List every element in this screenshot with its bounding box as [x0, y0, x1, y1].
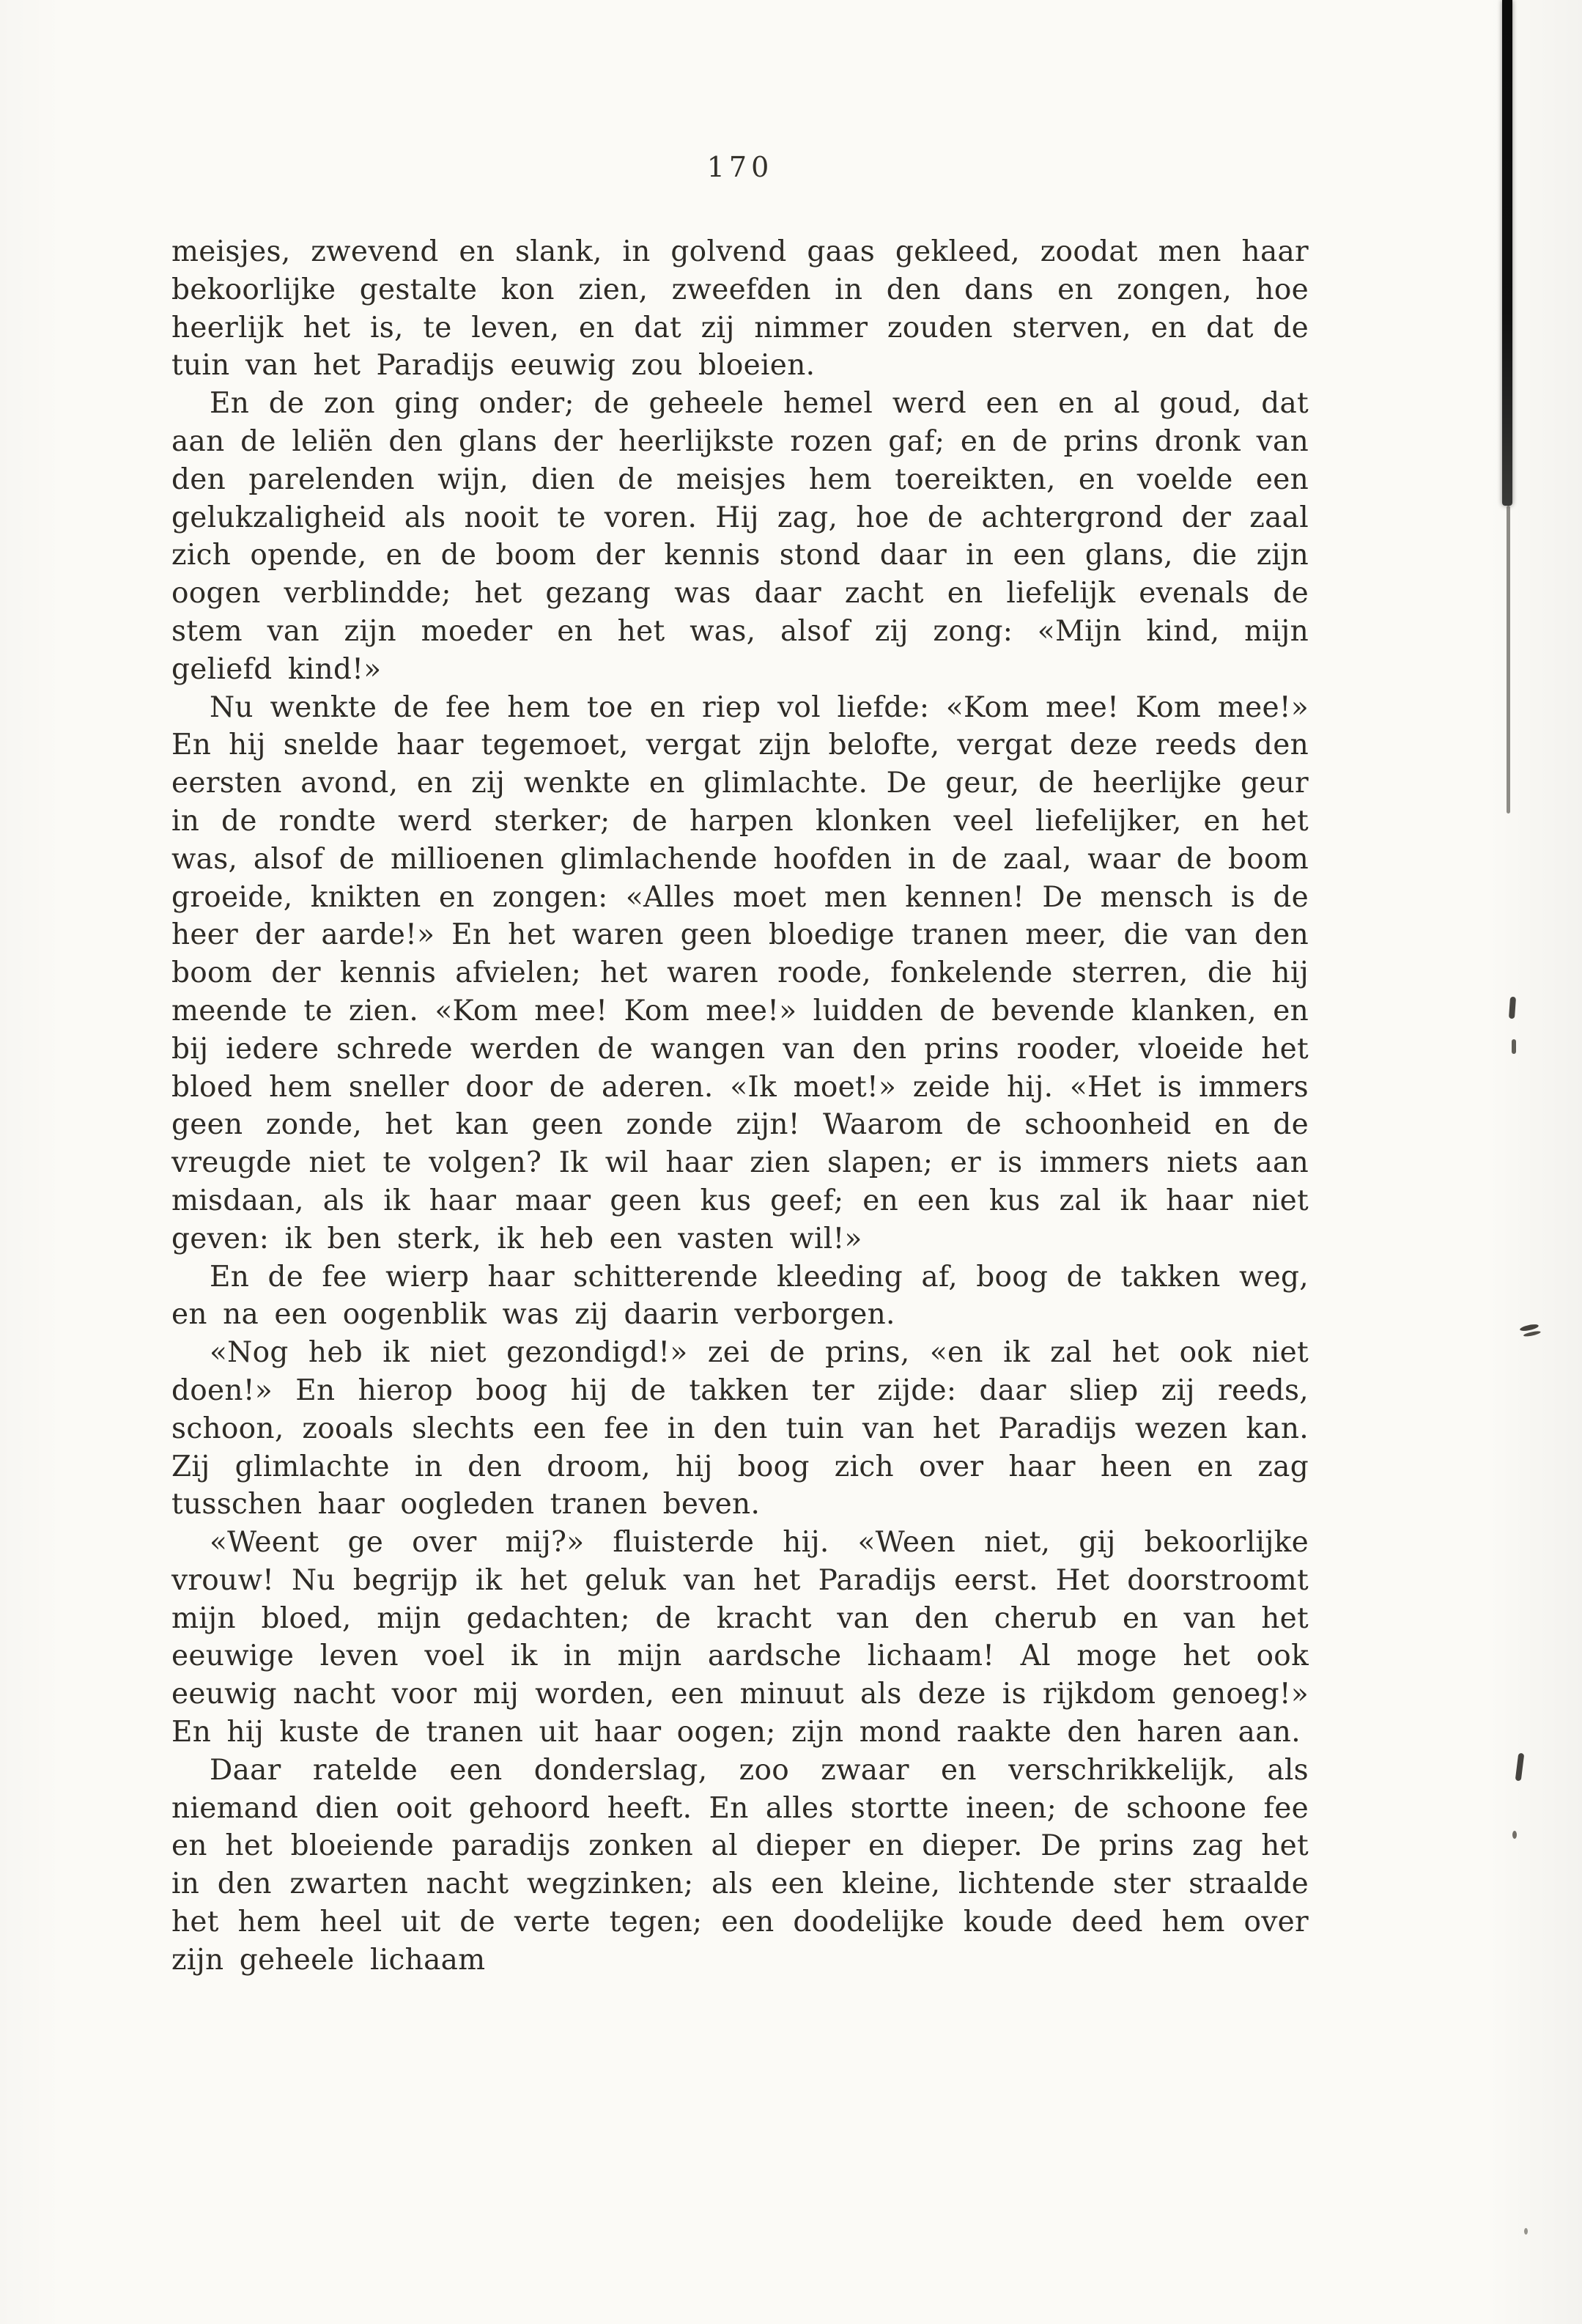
paragraph: meisjes, zwevend en slank, in golvend gaas gekleed, zoodat men haar bekoorlijke gestalte kon zien, zweefden in den dans en zongen, hoe heerlijk het is, te leven, en dat zij nimmer zouden sterven, en dat de tuin van het Paradijs eeuwig zou bloeien.: [171, 235, 1309, 383]
paragraph: «Nog heb ik niet gezondigd!» zei de prins, «en ik zal het ook niet doen!» En hierop boog hij de takken ter zijde: daar sliep zij reeds, schoon, zooals slechts een fee in den tuin van het Paradijs wezen kan. Zij glimlachte in den droom, hij boog zich over haar heen en zag tusschen haar oogleden tranen beven.: [171, 1336, 1309, 1521]
scan-speck: [1509, 997, 1516, 1019]
scan-speck: [1524, 2228, 1528, 2235]
scan-speck: [1512, 1039, 1516, 1054]
paragraph: Daar ratelde een donderslag, zoo zwaar en verschrikkelijk, als niemand dien ooit gehoord heeft. En alles stortte ineen; de schoone fee en het bloeiende paradijs zonken al dieper en dieper. De prins zag het in den zwarten nacht wegzinken; als een kleine, lichtende ster straalde het hem heel uit de verte tegen; een doodelijke koude deed hem over zijn geheele lichaam: [171, 1753, 1309, 1977]
paragraph: Nu wenkte de fee hem toe en riep vol liefde: «Kom mee! Kom mee!» En hij snelde haar tegemoet, vergat zijn belofte, vergat deze reeds den eersten avond, en zij wenkte en glimlachte. De geur, de heerlijke geur in de rondte werd sterker; de harpen klonken veel liefelijker, en het was, alsof de millioenen glimlachende hoofden in de zaal, waar de boom groeide, knikten en zongen: «Alles moet men kennen! De mensch is de heer der aarde!» En het waren geen bloedige tranen meer, die van den boom der kennis afvielen; het waren roode, fonkelende sterren, die hij meende te zien. «Kom mee! Kom mee!» luidden de bevende klanken, en bij iedere schrede werden de wangen van den prins rooder, vloeide het bloed hem sneller door de aderen. «Ik moet!» zeide hij. «Het is immers geen zonde, het kan geen zonde zijn! Waarom de schoonheid en de vreugde niet te volgen? Ik wil haar zien slapen; er is immers niets aan misdaan, als ik haar maar geen kus geef; en een kus zal ik haar niet geven: ik ben sterk, ik heb een vasten wil!»: [171, 690, 1309, 1255]
body-text: [171, 233, 1309, 1980]
paragraph: En de fee wierp haar schitterende kleeding af, boog de takken weg, en na een oogenblik was zij daarin verborgen.: [171, 1260, 1309, 1332]
scan-speck: [1520, 1323, 1540, 1332]
page-number: 170: [706, 151, 774, 183]
paragraph: En de zon ging onder; de geheele hemel werd een en al goud, dat aan de leliën den glans der heerlijkste rozen gaf; en de prins dronk van den parelenden wijn, dien de meisjes hem toereikten, en voelde een gelukzaligheid als nooit te voren. Hij zag, hoe de achtergrond der zaal zich opende, en de boom der kennis stond daar in een glans, die zijn oogen verblindde; het gezang was daar zacht en liefelijk evenals de stem van zijn moeder en het was, alsof zij zong: «Mijn kind, mijn geliefd kind!»: [171, 387, 1309, 686]
paragraph: «Weent ge over mij?» fluisterde hij. «Ween niet, gij bekoorlijke vrouw! Nu begrijp ik het geluk van het Paradijs eerst. Het doorstroomt mijn bloed, mijn gedachten; de kracht van den cherub en van het eeuwige leven voel ik in mijn aardsche lichaam! Al moge het ook eeuwig nacht voor mij worden, een minuut als deze is rijkdom genoeg!» En hij kuste de tranen uit haar oogen; zijn mond raakte den haren aan.: [171, 1526, 1309, 1749]
binding-shadow-line: [1507, 506, 1510, 814]
scan-speck: [1515, 1753, 1525, 1782]
scan-speck: [1512, 1831, 1517, 1839]
binding-shadow-bar: [1502, 0, 1512, 506]
